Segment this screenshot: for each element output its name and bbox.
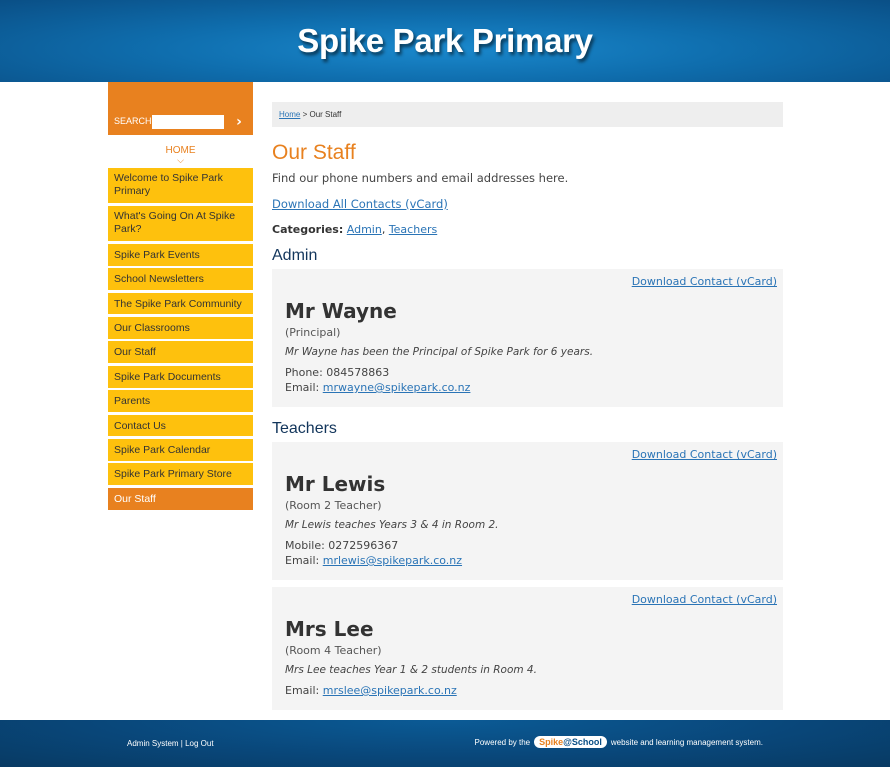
intro-text: Find our phone numbers and email addresses here.: [272, 171, 569, 185]
staff-phone: 0272596367: [328, 539, 399, 552]
section-title-admin: Admin: [272, 247, 318, 264]
sidebar-item-newsletters[interactable]: School Newsletters: [108, 268, 253, 290]
staff-name: Mr Wayne: [285, 299, 397, 323]
search-label: SEARCH: [114, 116, 152, 126]
breadcrumb: [272, 102, 783, 127]
staff-description: Mrs Lee teaches Year 1 & 2 students in Room 4.: [285, 664, 537, 676]
staff-role: (Room 2 Teacher): [285, 499, 382, 512]
sidebar-item-whats-going-on[interactable]: What's Going On At Spike Park?: [108, 206, 253, 241]
sidebar-item-our-staff[interactable]: Our Staff: [108, 341, 253, 363]
site-footer: [0, 720, 890, 767]
sidebar-item-welcome[interactable]: Welcome to Spike Park Primary: [108, 168, 253, 203]
admin-system-link[interactable]: Admin System: [127, 739, 179, 748]
search-box: [108, 82, 253, 135]
powered-by-text: Powered by the: [474, 737, 531, 747]
staff-role: (Principal): [285, 326, 341, 339]
sidebar-item-events[interactable]: Spike Park Events: [108, 244, 253, 266]
sidebar-item-our-staff-active[interactable]: Our Staff: [108, 488, 253, 510]
staff-card: [272, 269, 783, 407]
logo-spike-text: Spike: [539, 737, 564, 747]
email-label: Email:: [285, 381, 323, 394]
site-title[interactable]: Spike Park Primary: [297, 22, 593, 59]
download-all-vcard-link[interactable]: Download All Contacts (vCard): [272, 197, 448, 211]
sidebar-item-community[interactable]: The Spike Park Community: [108, 293, 253, 315]
download-contact-vcard-link[interactable]: Download Contact (vCard): [631, 593, 777, 606]
staff-contact: [285, 365, 770, 395]
staff-email-row: [285, 553, 770, 568]
footer-admin-links: [127, 739, 214, 748]
mobile-label: Mobile:: [285, 539, 329, 552]
categories-separator: ,: [381, 223, 389, 236]
sidebar-nav: [108, 168, 253, 510]
staff-name: Mrs Lee: [285, 617, 374, 641]
search-arrow-icon[interactable]: ›: [236, 114, 242, 130]
staff-email-row: [285, 683, 770, 698]
page-title: Our Staff: [272, 141, 356, 164]
powered-by-suffix: website and learning management system.: [610, 737, 763, 747]
staff-card: [272, 587, 783, 710]
staff-email-row: [285, 380, 770, 395]
site-header: [0, 0, 890, 82]
staff-email-link[interactable]: mrwayne@spikepark.co.nz: [322, 381, 471, 394]
staff-role: (Room 4 Teacher): [285, 644, 382, 657]
download-contact-vcard-link[interactable]: Download Contact (vCard): [631, 275, 777, 288]
breadcrumb-separator: >: [300, 110, 310, 119]
staff-description: Mr Wayne has been the Principal of Spike Park for 6 years.: [285, 346, 594, 358]
footer-powered-by: [475, 736, 763, 748]
staff-card: [272, 442, 783, 580]
staff-name: Mr Lewis: [285, 472, 386, 496]
sidebar-item-classrooms[interactable]: Our Classrooms: [108, 317, 253, 339]
log-out-link[interactable]: Log Out: [185, 739, 214, 748]
sidebar-item-store[interactable]: Spike Park Primary Store: [108, 463, 253, 485]
staff-email-link[interactable]: mrslee@spikepark.co.nz: [322, 684, 457, 697]
search-input[interactable]: [152, 115, 224, 129]
breadcrumb-current: Our Staff: [309, 110, 342, 119]
sidebar-item-calendar[interactable]: Spike Park Calendar: [108, 439, 253, 461]
staff-phone: 084578863: [326, 366, 390, 379]
category-admin-link[interactable]: Admin: [346, 223, 382, 236]
categories: [272, 223, 783, 236]
categories-label: Categories:: [272, 223, 344, 236]
sidebar: [108, 82, 253, 512]
staff-email-link[interactable]: mrlewis@spikepark.co.nz: [322, 554, 463, 567]
email-label: Email:: [285, 684, 323, 697]
staff-contact: [285, 683, 770, 698]
breadcrumb-home-link[interactable]: Home: [279, 110, 301, 119]
category-teachers-link[interactable]: Teachers: [388, 223, 438, 236]
logo-school-text: @School: [563, 737, 602, 747]
staff-phone-row: [285, 365, 770, 380]
email-label: Email:: [285, 554, 323, 567]
staff-phone-row: [285, 538, 770, 553]
main-content: [272, 102, 783, 710]
section-title-teachers: Teachers: [272, 420, 337, 437]
phone-label: Phone:: [285, 366, 327, 379]
footer-separator: |: [178, 739, 186, 748]
sidebar-item-contact-us[interactable]: Contact Us: [108, 415, 253, 437]
chevron-down-icon: ⌵: [177, 156, 184, 166]
sidebar-item-documents[interactable]: Spike Park Documents: [108, 366, 253, 388]
staff-description: Mr Lewis teaches Years 3 & 4 in Room 2.: [285, 519, 499, 531]
home-link[interactable]: HOME: [165, 145, 196, 156]
staff-contact: [285, 538, 770, 568]
download-contact-vcard-link[interactable]: Download Contact (vCard): [631, 448, 777, 461]
spike-school-logo[interactable]: [534, 736, 607, 748]
sidebar-item-parents[interactable]: Parents: [108, 390, 253, 412]
